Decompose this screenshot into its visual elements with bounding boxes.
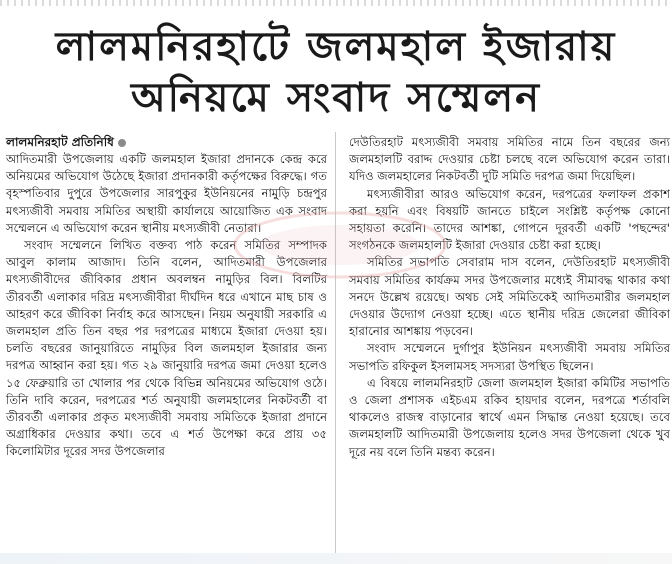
headline (0, 22, 672, 124)
paragraph: দেউতিরহাট মৎস্যজীবী সমবায় সমিতির নামে তিন বছরের জন্য জলমহালটি বরাদ্দ দেওয়ার চেষ্টা চলছে বলে অভিযোগ করেন তারা। যদিও জলমহালের নিকটবর্তী দুটি সমিতি দরপত্র জমা দিয়েছিল। (349, 135, 670, 184)
byline (6, 134, 327, 151)
bullet-icon (118, 139, 126, 147)
article-column-right (349, 134, 670, 461)
paragraph: সমিতির সভাপতি সেবারাম দাস বলেন, দেউতিরহাট মৎস্যজীবী সমবায় সমিতির কার্যক্রম সদর উপজেলার মধ্যেই সীমাবদ্ধ থাকার কথা সনদে উল্লেখ রয়েছে। অথচ সেই সমিতিকেই আদিতমারীর জলমহাল দেওয়ার উদ্যোগ নেওয়া হচ্ছে। এতে স্থানীয় দরিদ্র জেলেরা জীবিকা হারানোর আশঙ্কায় পড়বেন। (349, 255, 670, 339)
paragraph: মৎস্যজীবীরা আরও অভিযোগ করেন, দরপত্রের ফলাফল প্রকাশ করা হয়নি এবং বিষয়টি জানতে চাইলে সংশ্লিষ্ট কর্তৃপক্ষ কোনো সহায়তা করেনি। তাদের আশঙ্কা, গোপনে দূরবর্তী একটি 'পছন্দের' সংগঠনকে জলমহালটি ইজারা দেওয়ার চেষ্টা করা হচ্ছে। (349, 186, 670, 253)
column-divider (335, 132, 336, 556)
headline-line-2: অনিয়মে সংবাদ সম্মেলন (130, 75, 542, 121)
paragraph: এ বিষয়ে লালমনিরহাট জেলা জলমহাল ইজারা কমিটির সভাপতি ও জেলা প্রশাসক এইচএম রকিব হায়দার বলেন, দরপত্রে শর্তাবলি থাকলেও রাজস্ব বাড়ানোর স্বার্থে এমন সিদ্ধান্ত নেওয়া হয়েছে। তবে জলমহালটি আদিতমারী উপজেলায় হলেও সদর উপজেলা থেকে খুব দূরে নয় বলে তিনি মন্তব্য করেন। (349, 375, 670, 459)
paragraph: আদিতমারী উপজেলায় একটি জলমহাল ইজারা প্রদানকে কেন্দ্র করে অনিয়মের অভিযোগ উঠেছে ইজারা প্রদানকারী কর্তৃপক্ষের বিরুদ্ধে। গত বৃহস্পতিবার দুপুরে উপজেলার সারপুকুর ইউনিয়নের নামুড়ি চন্দ্রপুর মৎস্যজীবী সমবায় সমিতির অস্থায়ী কার্যালয়ে আয়োজিত এক সংবাদ সম্মেলনে এ অভিযোগ করেন স্থানীয় মৎস্যজীবী নেতারা। (6, 152, 327, 235)
byline-text: লালমনিরহাট প্রতিনিধি (6, 135, 114, 149)
paragraph: সংবাদ সম্মেলনে দুর্গাপুর ইউনিয়ন মৎস্যজীবী সমবায় সমিতির সভাপতি রফিকুল ইসলামসহ সদস্যরা উপস্থিত ছিলেন। (349, 341, 670, 373)
top-border (0, 0, 672, 6)
article-column-left (6, 134, 327, 461)
paragraph: সংবাদ সম্মেলনে লিখিত বক্তব্য পাঠ করেন সমিতির সম্পাদক আবুল কালাম আজাদ। তিনি বলেন, আদিতমারী উপজেলার মৎস্যজীবীদের জীবিকার প্রধান অবলম্বন নামুড়ির বিল। বিলটির তীরবর্তী এলাকার দরিদ্র মৎস্যজীবীরা দীর্ঘদিন ধরে এখানে মাছ চাষ ও আহরণ করে জীবিকা নির্বাহ করে আসছেন। নিয়ম অনুযায়ী সরকারি এ জলমহাল প্রতি তিন বছর পর দরপত্রের মাধ্যমে ইজারা দেওয়া হয়। চলতি বছরের জানুয়ারিতে নামুড়ির বিল জলমহাল ইজারার জন্য দরপত্র আহ্বান করা হয়। গত ২৯ জানুয়ারি দরপত্র জমা দেওয়া হলেও ১৫ ফেব্রুয়ারি তা খোলার পর থেকে বিভিন্ন অনিয়মের অভিযোগ ওঠে। তিনি দাবি করেন, দরপত্রের শর্ত অনুযায়ী জলমহালের নিকটবর্তী বা তীরবর্তী এলাকার প্রকৃত মৎস্যজীবী সমবায় সমিতিকে ইজারা প্রদানে অগ্রাধিকার দেওয়ার কথা। তবে এ শর্ত উপেক্ষা করে প্রায় ৩৫ কিলোমিটার দূরের সদর উপজেলার (6, 238, 327, 459)
headline-line-1: লালমনিরহাটে জলমহাল ইজারায় (55, 24, 617, 70)
bottom-band (0, 553, 672, 564)
